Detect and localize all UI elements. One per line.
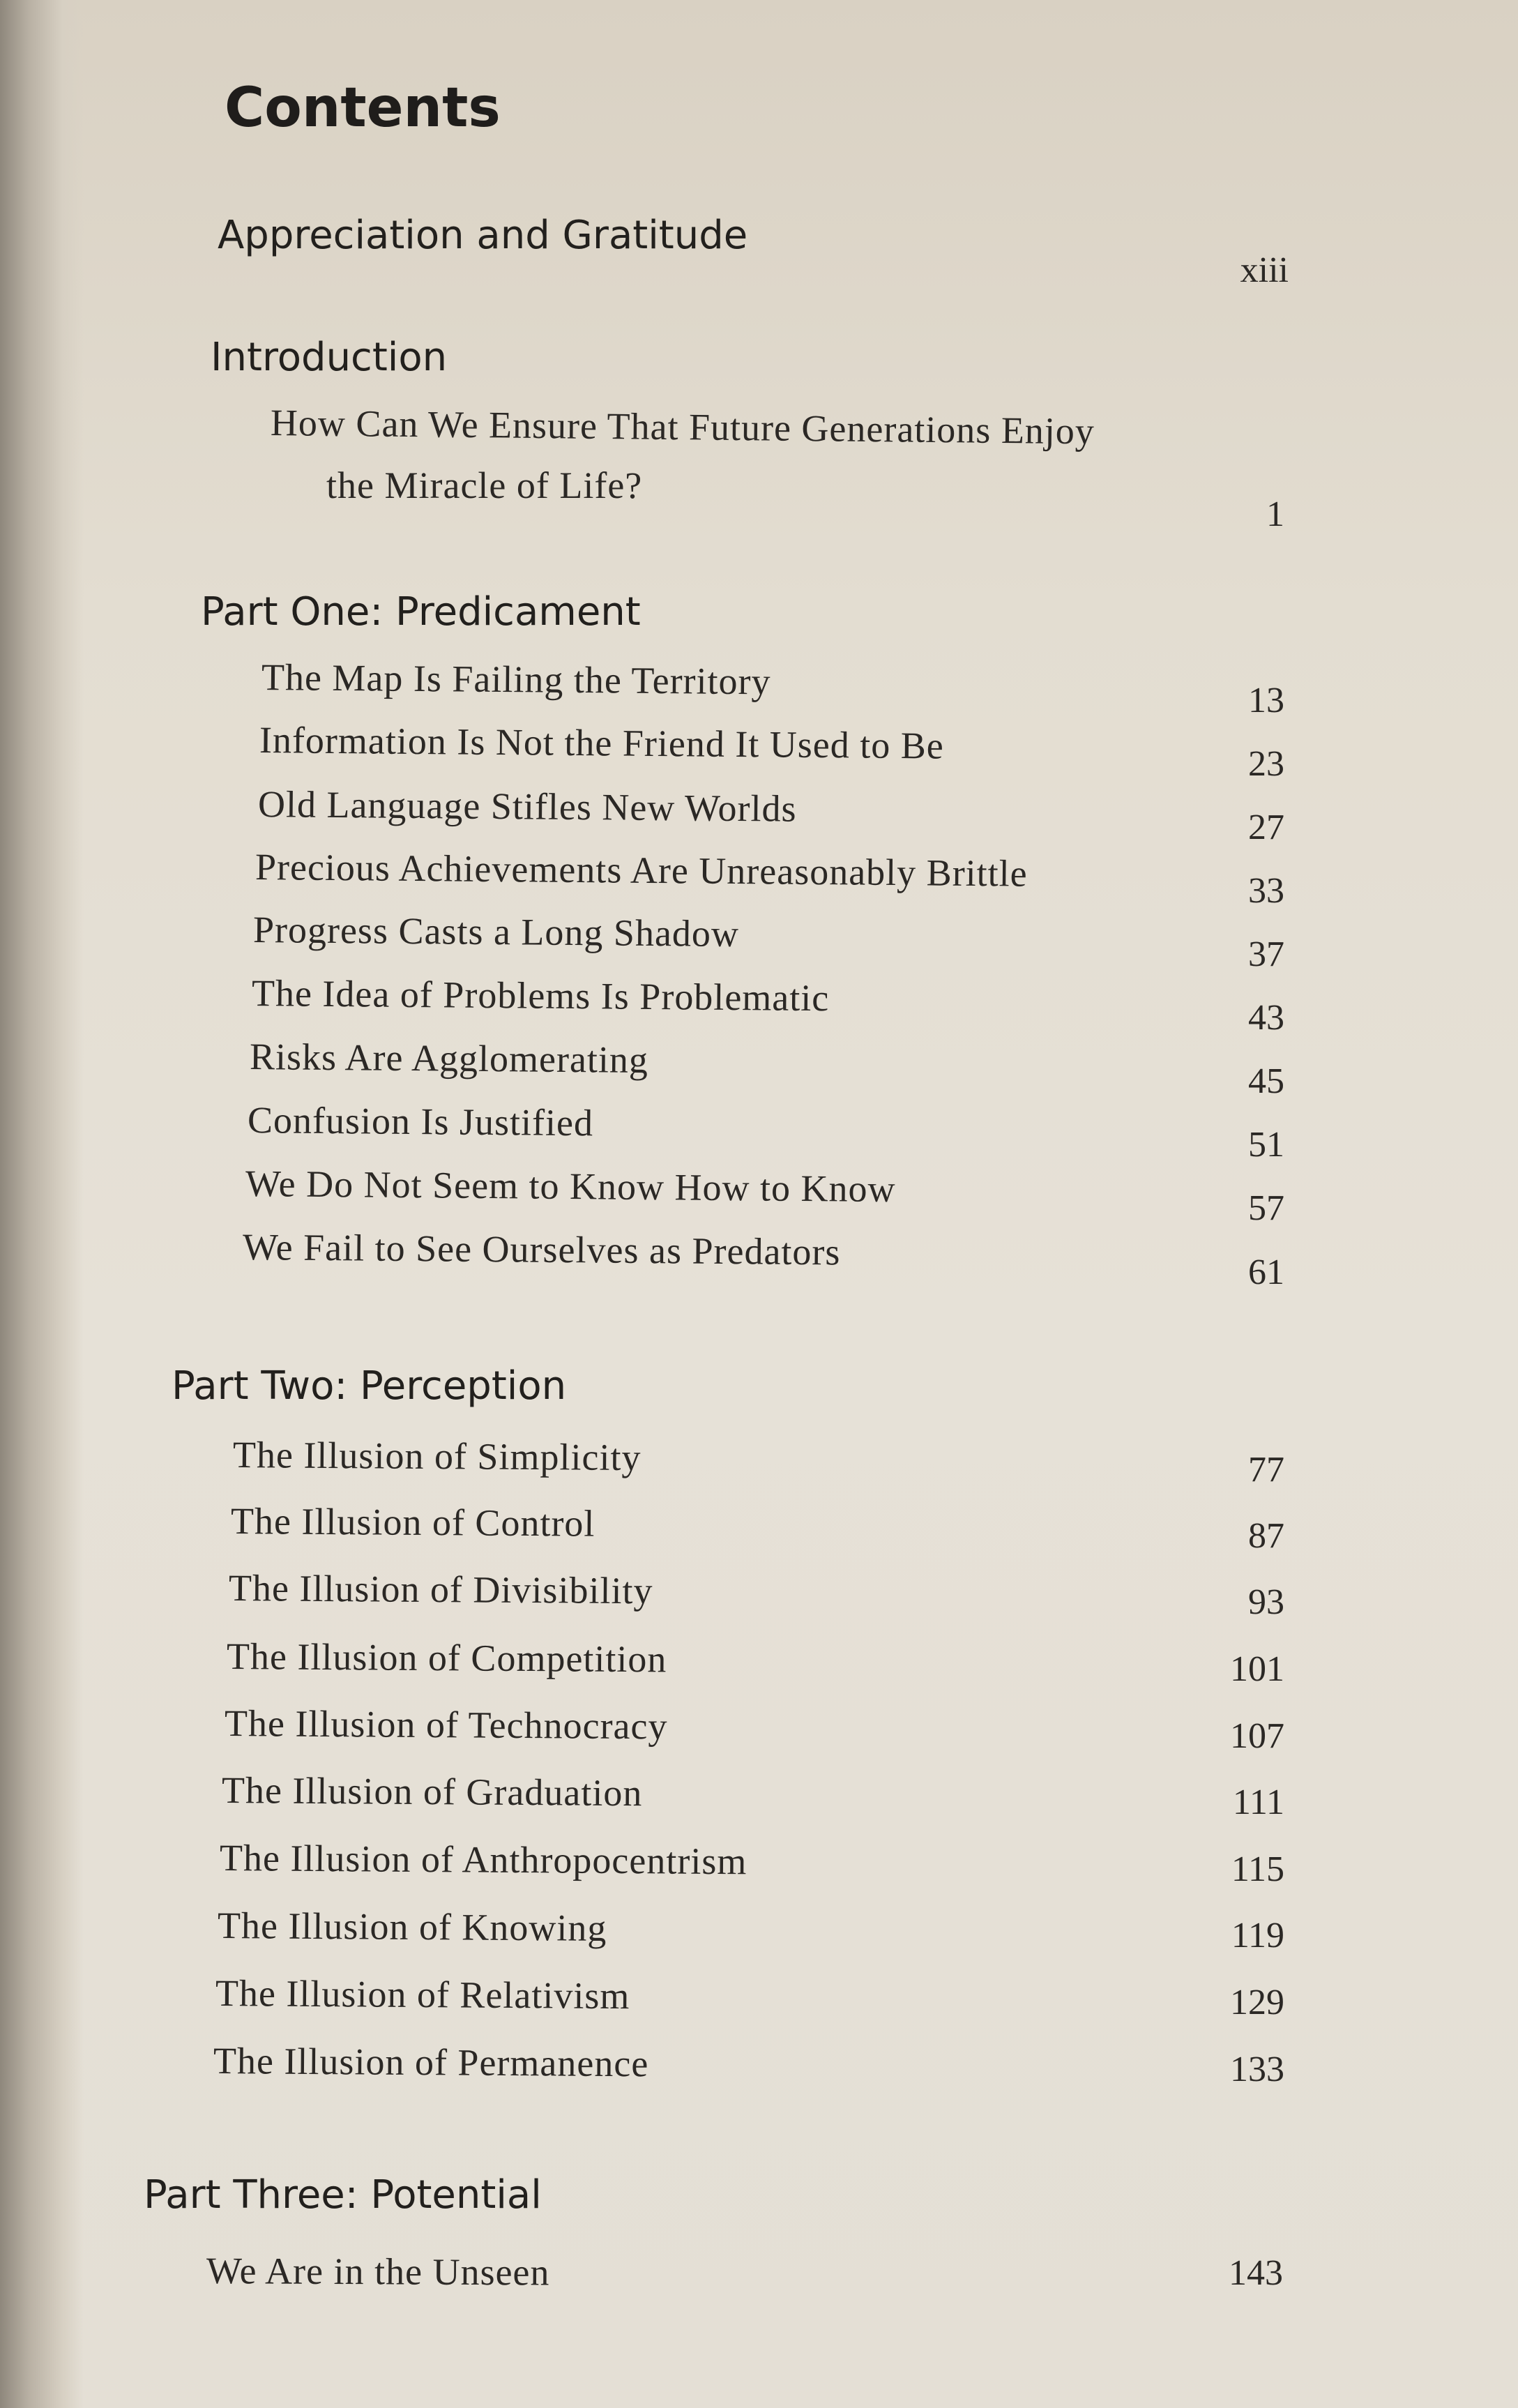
toc-entry[interactable]: Information Is Not the Friend It Used to Be xyxy=(259,719,945,767)
toc-entry-page: 119 xyxy=(1231,1916,1284,1955)
introduction-entry-title[interactable]: How Can We Ensure That Future Generations Enjoy xyxy=(270,402,1095,453)
part-three-heading: Part Three: Potential xyxy=(144,2172,542,2218)
toc-entry[interactable]: The Idea of Problems Is Problematic xyxy=(251,972,830,1020)
toc-entry-page: 33 xyxy=(1248,871,1284,911)
toc-entry[interactable]: Confusion Is Justified xyxy=(247,1099,594,1144)
front-entry-title[interactable]: Appreciation and Gratitude xyxy=(218,213,748,258)
toc-entry[interactable]: Risks Are Agglomerating xyxy=(249,1036,649,1081)
toc-entry-page: 77 xyxy=(1248,1450,1284,1490)
front-entry-page: xiii xyxy=(1240,250,1289,290)
toc-entry[interactable]: Precious Achievements Are Unreasonably Brittle xyxy=(255,846,1028,895)
toc-entry[interactable]: The Illusion of Technocracy xyxy=(224,1702,668,1748)
part-two-heading: Part Two: Perception xyxy=(172,1363,567,1409)
toc-entry-page: 129 xyxy=(1230,1983,1284,2022)
toc-entry[interactable]: The Illusion of Permanence xyxy=(213,2040,649,2085)
toc-entry-page: 107 xyxy=(1230,1716,1284,1756)
toc-entry-page: 27 xyxy=(1248,808,1284,847)
toc-entry-page: 133 xyxy=(1230,2050,1284,2089)
toc-entry-page: 45 xyxy=(1248,1061,1284,1101)
introduction-heading: Introduction xyxy=(211,335,448,380)
toc-entry-page: 143 xyxy=(1229,2253,1283,2293)
toc-entry[interactable]: The Map Is Failing the Territory xyxy=(261,656,771,703)
toc-entry-page: 93 xyxy=(1248,1582,1284,1622)
toc-entry[interactable]: The Illusion of Anthropocentrism xyxy=(219,1837,747,1883)
toc-entry-page: 13 xyxy=(1248,681,1284,720)
part-one-heading: Part One: Predicament xyxy=(201,589,641,635)
toc-entry-page: 23 xyxy=(1248,744,1284,784)
toc-entry-page: 111 xyxy=(1232,1782,1284,1822)
toc-entry[interactable]: The Illusion of Divisibility xyxy=(228,1567,653,1612)
toc-entry[interactable]: The Illusion of Graduation xyxy=(221,1769,643,1815)
toc-entry[interactable]: The Illusion of Knowing xyxy=(217,1905,607,1949)
toc-entry-page: 87 xyxy=(1248,1516,1284,1556)
toc-entry-page: 51 xyxy=(1248,1125,1284,1165)
contents-heading: Contents xyxy=(225,77,501,139)
toc-entry[interactable]: The Illusion of Relativism xyxy=(215,1972,630,2017)
toc-entry-page: 115 xyxy=(1231,1849,1284,1889)
toc-entry[interactable]: Progress Casts a Long Shadow xyxy=(252,909,740,955)
toc-entry-page: 43 xyxy=(1248,998,1284,1038)
toc-entry[interactable]: We Do Not Seem to Know How to Know xyxy=(245,1163,896,1211)
toc-entry[interactable]: The Illusion of Simplicity xyxy=(232,1434,642,1479)
toc-entry-page: 57 xyxy=(1248,1188,1284,1228)
toc-entry-page: 61 xyxy=(1248,1252,1284,1292)
toc-entry[interactable]: The Illusion of Competition xyxy=(226,1635,667,1681)
toc-entry-page: 37 xyxy=(1248,934,1284,974)
toc-entry[interactable]: We Are in the Unseen xyxy=(206,2250,550,2294)
toc-entry[interactable]: Old Language Stifles New Worlds xyxy=(257,783,797,830)
introduction-entry-title-continued[interactable]: the Miracle of Life? xyxy=(326,464,643,506)
toc-entry-page: 101 xyxy=(1230,1649,1284,1689)
toc-entry[interactable]: The Illusion of Control xyxy=(230,1500,595,1545)
introduction-entry-page: 1 xyxy=(1266,494,1284,534)
toc-entry[interactable]: We Fail to See Ourselves as Predators xyxy=(242,1226,841,1273)
